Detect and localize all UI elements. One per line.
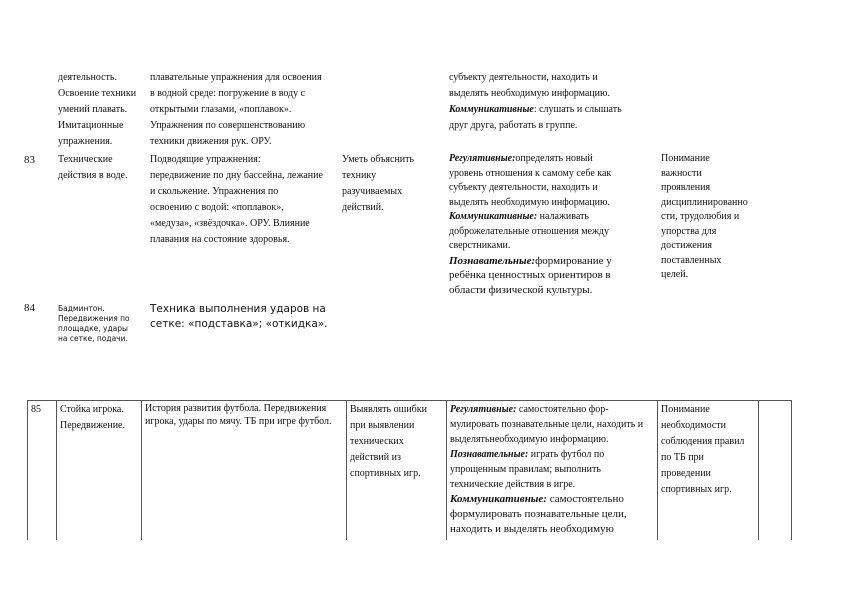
label: Познавательные: — [450, 449, 529, 460]
row-cont-content — [150, 70, 345, 150]
text: самостоятельно фор-мулировать познавательные цели, находить и выделятьнеобходимую информацию. — [450, 404, 644, 445]
text-line: достижения — [661, 240, 713, 251]
row-83-skills — [342, 152, 442, 216]
text-line: уровень отношения к самому себе как — [449, 167, 612, 179]
text-line: площадке, удары — [58, 324, 128, 333]
row-83-uud — [449, 152, 659, 297]
text-line: действия в воде. — [58, 170, 128, 181]
row-85-personal: Понимание необходимости соблюдения правил по ТБ при проведении спортивных игр. — [658, 401, 759, 541]
text-line: Уметь объяснить — [342, 154, 415, 165]
text-line: Понимание — [661, 153, 710, 164]
text-line: важности — [661, 167, 702, 179]
text-line: и скольжение. Упражнения по — [150, 186, 279, 197]
row-85-content: История развития футбола. Передвижения игрока, удары по мячу. ТБ при игре футбол. — [142, 401, 347, 541]
text-line: открытыми глазами, «поплавок». — [150, 104, 292, 115]
text-line: деятельность. — [58, 72, 117, 83]
row-84-content — [150, 302, 350, 332]
row-85-topic — [57, 401, 142, 541]
row-84-topic — [58, 304, 146, 344]
text-line: выделять необходимую информацию. — [449, 196, 610, 208]
label: Регулятивные: — [450, 404, 517, 415]
text-line: на сетке, подачи. — [58, 334, 128, 343]
row-85-skills: Выявлять ошибки при выявлении технических действий из спортивных игр. — [347, 401, 447, 541]
text-line: Передвижения по — [58, 314, 130, 323]
text-line: поставленных — [661, 254, 722, 266]
row-83-topic — [58, 152, 146, 184]
text-line — [449, 254, 659, 269]
row-85-empty — [759, 401, 792, 541]
text: играть футбол по упрощенным правилам; выполнить технические действия в игре. — [450, 449, 605, 490]
text-line: упражнения. — [58, 136, 113, 147]
text-line: субъекту деятельности, находить и — [449, 72, 598, 83]
text-line: целей. — [661, 269, 689, 280]
label: Коммуникативные: — [450, 493, 547, 505]
label: Коммуникативные — [449, 104, 534, 115]
text: налаживать — [537, 211, 589, 222]
text-line: технику — [342, 170, 377, 181]
text-line: Технические — [58, 154, 113, 165]
text-line: упорства для — [661, 225, 717, 237]
page-bottom-margin — [0, 540, 842, 595]
text-line: Упражнения по совершенствованию — [150, 120, 306, 131]
label: Коммуникативные: — [449, 211, 538, 222]
text-line: сверстниками. — [449, 240, 511, 251]
text: определять новый — [515, 153, 593, 164]
text: формирование у — [535, 254, 612, 267]
row-cont-uud — [449, 70, 659, 134]
text-line: плавательные упражнения для освоения — [150, 72, 322, 83]
lesson-table — [27, 400, 792, 541]
row-number: 85 — [28, 401, 57, 541]
text-line — [449, 102, 659, 118]
row-83-content — [150, 152, 345, 248]
row-number: 84 — [24, 302, 35, 314]
text-line: «медуза», «звёздочка». ОРУ. Влияние — [150, 218, 310, 229]
row-cont-topic — [58, 70, 146, 150]
text-line: Освоение техники — [58, 88, 137, 99]
text-line — [449, 210, 659, 225]
text-line: ребёнка ценностных ориентиров в — [449, 269, 611, 281]
row-85-uud — [447, 401, 658, 541]
text-line: передвижение по дну бассейна, лежание — [150, 170, 323, 181]
text-line: Техника выполнения ударов на — [150, 303, 326, 315]
text-line: доброжелательные отношения между — [449, 225, 609, 237]
text-line: Подводящие упражнения: — [150, 154, 261, 165]
text-line: Бадминтон. — [58, 304, 105, 313]
label: Познавательные: — [449, 254, 536, 267]
label: Регулятивные: — [449, 153, 516, 164]
text: самостоятельно формулировать познавательные цели, находить и выделять необходимую — [450, 493, 627, 535]
text-line: плавания на состояние здоровья. — [150, 234, 290, 245]
text-line: умений плавать. — [58, 104, 128, 115]
text-line: освоению с водой: «поплавок», — [150, 202, 284, 213]
text-line: сти, трудолюбия и — [661, 211, 740, 222]
text-line: области физической культуры. — [449, 283, 593, 296]
text-line: Стойка игрока. — [60, 404, 124, 415]
text-line: проявления — [661, 182, 711, 193]
text-line: субъекту деятельности, находить и — [449, 182, 598, 193]
text-line: сетке: «подставка»; «откидка». — [150, 318, 328, 330]
row-83-personal — [661, 152, 761, 283]
text-line: в водной среде: погружение в воду с — [150, 88, 306, 99]
text-line: выделять необходимую информацию. — [449, 88, 610, 99]
text-line: действий. — [342, 202, 384, 213]
text-line: Передвижение. — [60, 419, 125, 431]
row-number: 83 — [24, 154, 35, 166]
text-line: техники движения рук. ОРУ. — [150, 136, 272, 147]
text-line — [449, 152, 659, 167]
table-row — [28, 401, 792, 541]
text-line: Имитационные — [58, 120, 124, 131]
text-line: разучиваемых — [342, 186, 403, 197]
text-line: друг друга, работать в группе. — [449, 120, 578, 131]
text-line: дисциплинированно — [661, 196, 748, 208]
text: : слушать и слышать — [533, 104, 622, 115]
